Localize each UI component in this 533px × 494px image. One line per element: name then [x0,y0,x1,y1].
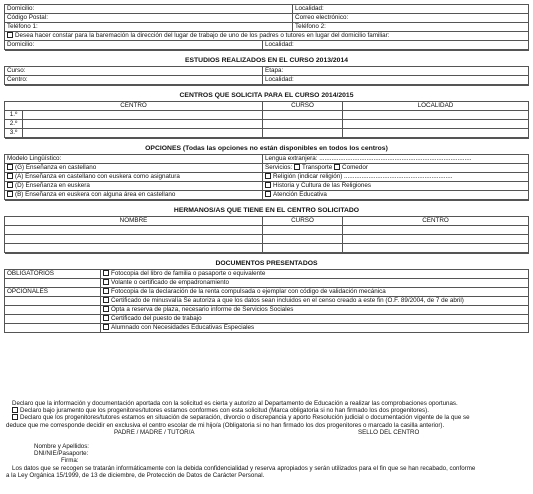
doc-label: Certificado de minusvalía Se autoriza a que los datos sean incluidos en el censo creado a este fin (O.F. 89/2004, de 7 de abril) [111,297,464,305]
centro-cell[interactable] [23,111,263,120]
documentos-title: DOCUMENTOS PRESENTADOS [5,254,529,270]
curso-cell[interactable] [263,226,343,235]
checkbox-icon[interactable] [294,164,300,170]
telefono2-field[interactable]: Teléfono 2: [293,23,529,32]
hermanos-table [4,200,529,253]
dni-field[interactable]: DNI/NIE/Pasaporte: [34,450,89,458]
centro-cell[interactable] [343,244,529,253]
sello-heading: SELLO DEL CENTRO [358,428,420,436]
privacy-notice: Los datos que se recogen se tratarán informáticamente con la debida confidencialidad y reserva apropiados y serán utilizados para el fin que se han recabado, conforme [12,464,476,472]
opciones-title: OPCIONES (Todas las opciones no están disponibles en todos los centros) [5,139,529,155]
curso-cell[interactable] [263,120,343,129]
servicios-row [263,164,529,173]
curso-cell[interactable] [263,111,343,120]
doc-label: Volante o certificado de empadronamiento [111,279,229,287]
empty-cell [5,306,101,315]
centro-cell[interactable] [23,120,263,129]
work-address-label: Desea hacer constar para la baremación la dirección del lugar de trabajo de uno de los padres o tutores en lugar del domicilio familiar: [15,32,390,40]
checkbox-icon[interactable] [12,407,18,413]
localidad-field[interactable]: Localidad: [293,5,529,14]
option-atencion[interactable] [263,191,529,200]
doc-item[interactable] [101,288,529,297]
checkbox-icon[interactable] [7,164,13,170]
centro-header: CENTRO [343,217,529,226]
declaration-3-text: Declaro que los progenitores/tutores estamos en situación de separación, divorcio o discrepancia y aporto Resolución judicial o documentación vigente de la que se [20,414,470,422]
checkbox-icon[interactable] [7,182,13,188]
transporte-label: Transporte [302,164,333,172]
option-label: Religión (indicar religión) .............................................................. [273,173,453,181]
empty-cell [5,315,101,324]
curso-cell[interactable] [263,129,343,138]
checkbox-icon[interactable] [7,173,13,179]
table-row [5,111,529,120]
codigo-postal-field[interactable]: Código Postal: [5,14,293,23]
centros-table [4,85,529,138]
option-label: (G) Enseñanza en castellano [15,164,97,172]
estudios-title: ESTUDIOS REALIZADOS EN EL CURSO 2013/2014 [5,51,529,67]
doc-label: Alumnado con Necesidades Educativas Especiales [111,324,255,332]
declarations [6,400,528,479]
option-b[interactable] [5,191,263,200]
table-row [5,226,529,235]
nombre-cell[interactable] [5,235,263,244]
centro-cell[interactable] [23,129,263,138]
declaration-3[interactable] [6,414,528,421]
localidad-cell[interactable] [343,129,529,138]
option-a[interactable] [5,173,263,182]
doc-item[interactable] [101,306,529,315]
row-number: 1.º [5,111,23,120]
centros-title: CENTROS QUE SOLICITA PARA EL CURSO 2014/2015 [5,86,529,102]
doc-label: Fotocopia del libro de familia o pasaporte o equivalente [111,270,266,278]
firma-field[interactable]: Firma: [61,457,79,465]
declaration-2-text: Declaro bajo juramento que los progenitores/tutores estamos conformes con esta solicitud (Marca obligatoria si no han firmado los dos progenitores). [20,407,429,415]
curso-header: CURSO [263,102,343,111]
checkbox-icon[interactable] [103,288,109,294]
table-row [5,120,529,129]
checkbox-icon[interactable] [265,191,271,197]
option-label: (B) Enseñanza en euskera con alguna área en castellano [15,191,176,199]
checkbox-icon[interactable] [103,297,109,303]
signature-headings [6,429,528,436]
localidad-cell[interactable] [343,111,529,120]
declaration-1: Declaro que la información y documentación aportada con la solicitud es cierta y autorizo al Departamento de Educación a realizar las comprobaciones oportunas. [12,400,458,407]
row-number: 3.º [5,129,23,138]
hermanos-title: HERMANOS/AS QUE TIENE EN EL CENTRO SOLICITADO [5,201,529,217]
checkbox-icon[interactable] [265,182,271,188]
spacer [6,436,528,443]
row-number: 2.º [5,120,23,129]
work-address-option[interactable] [5,32,529,41]
doc-label: Fotocopia de la declaración de la renta compulsada o ejemplar con código de validación mecánica [111,288,386,296]
opcionales-label: OPCIONALES [5,288,101,297]
empty-cell [5,279,101,288]
obligatorios-label: OBLIGATORIOS [5,270,101,279]
doc-item[interactable] [101,324,529,333]
checkbox-icon[interactable] [103,315,109,321]
doc-label: Certificado del puesto de trabajo [111,315,202,323]
doc-label: Opta a reserva de plaza, necesario informe de Servicios Sociales [111,306,294,314]
empty-cell [5,297,101,306]
checkbox-icon[interactable] [12,414,18,420]
centro-cell[interactable] [343,235,529,244]
option-label: (A) Enseñanza en castellano con euskera como asignatura [15,173,180,181]
checkbox-icon[interactable] [103,324,109,330]
option-g[interactable] [5,164,263,173]
table-row [5,235,529,244]
estudios-localidad-field[interactable]: Localidad: [263,76,529,85]
comedor-label: Comedor [342,164,368,172]
curso-header: CURSO [263,217,343,226]
centro-header: CENTRO [5,102,263,111]
correo-field[interactable]: Correo electrónico: [293,14,529,23]
checkbox-icon[interactable] [265,173,271,179]
option-label: Atención Educativa [273,191,327,199]
modelo-label: Modelo Lingüístico: [5,155,263,164]
privacy-notice-cont: a la Ley Orgánica 15/1999, de 13 de diciembre, de Protección de Datos de Carácter Personal. [6,471,265,479]
curso-field[interactable]: Curso: [5,67,263,76]
declaration-2[interactable] [6,407,528,414]
domicilio-field[interactable]: Domicilio: [5,5,293,14]
lengua-field[interactable]: Lengua extranjera: ....................................................................................... [263,155,529,164]
nombre-cell[interactable] [5,226,263,235]
centro-cell[interactable] [343,226,529,235]
checkbox-icon[interactable] [103,279,109,285]
option-d[interactable] [5,182,263,191]
option-religion[interactable] [263,173,529,182]
address-table [4,4,529,50]
padre-heading: PADRE / MADRE / TUTOR/A [114,428,195,436]
telefono1-field[interactable]: Teléfono 1: [5,23,293,32]
documentos-table [4,253,529,333]
domicilio2-field[interactable]: Domicilio: [5,41,263,50]
opciones-table [4,138,529,200]
checkbox-icon[interactable] [7,32,13,38]
checkbox-icon[interactable] [103,306,109,312]
option-historia[interactable] [263,182,529,191]
centro-field[interactable]: Centro: [5,76,263,85]
option-label: (D) Enseñanza en euskera [15,182,90,190]
servicios-label: Servicios: [265,164,293,172]
doc-item[interactable] [101,315,529,324]
empty-cell [5,324,101,333]
checkbox-icon[interactable] [7,191,13,197]
doc-item[interactable] [101,297,529,306]
localidad2-field[interactable]: Localidad: [263,41,529,50]
curso-cell[interactable] [263,244,343,253]
table-row [5,129,529,138]
nombre-cell[interactable] [5,244,263,253]
option-label: Historia y Cultura de las Religiones [273,182,371,190]
checkbox-icon[interactable] [334,164,340,170]
nombre-header: NOMBRE [5,217,263,226]
localidad-cell[interactable] [343,120,529,129]
declaration-3-cont: deduce que me corresponde decidir en exclusiva el centro escolar de mi hijo/a (Obligatoria si no han firmado los dos progenitores o marcado la casilla anterior). [6,421,445,429]
estudios-table [4,50,529,85]
etapa-field[interactable]: Etapa: [263,67,529,76]
localidad-header: LOCALIDAD [343,102,529,111]
curso-cell[interactable] [263,235,343,244]
checkbox-icon[interactable] [103,270,109,276]
nombre-field[interactable]: Nombre y Apellidos: [34,443,90,450]
doc-item[interactable] [101,270,529,279]
doc-item[interactable] [101,279,529,288]
table-row [5,244,529,253]
application-form [0,4,533,494]
